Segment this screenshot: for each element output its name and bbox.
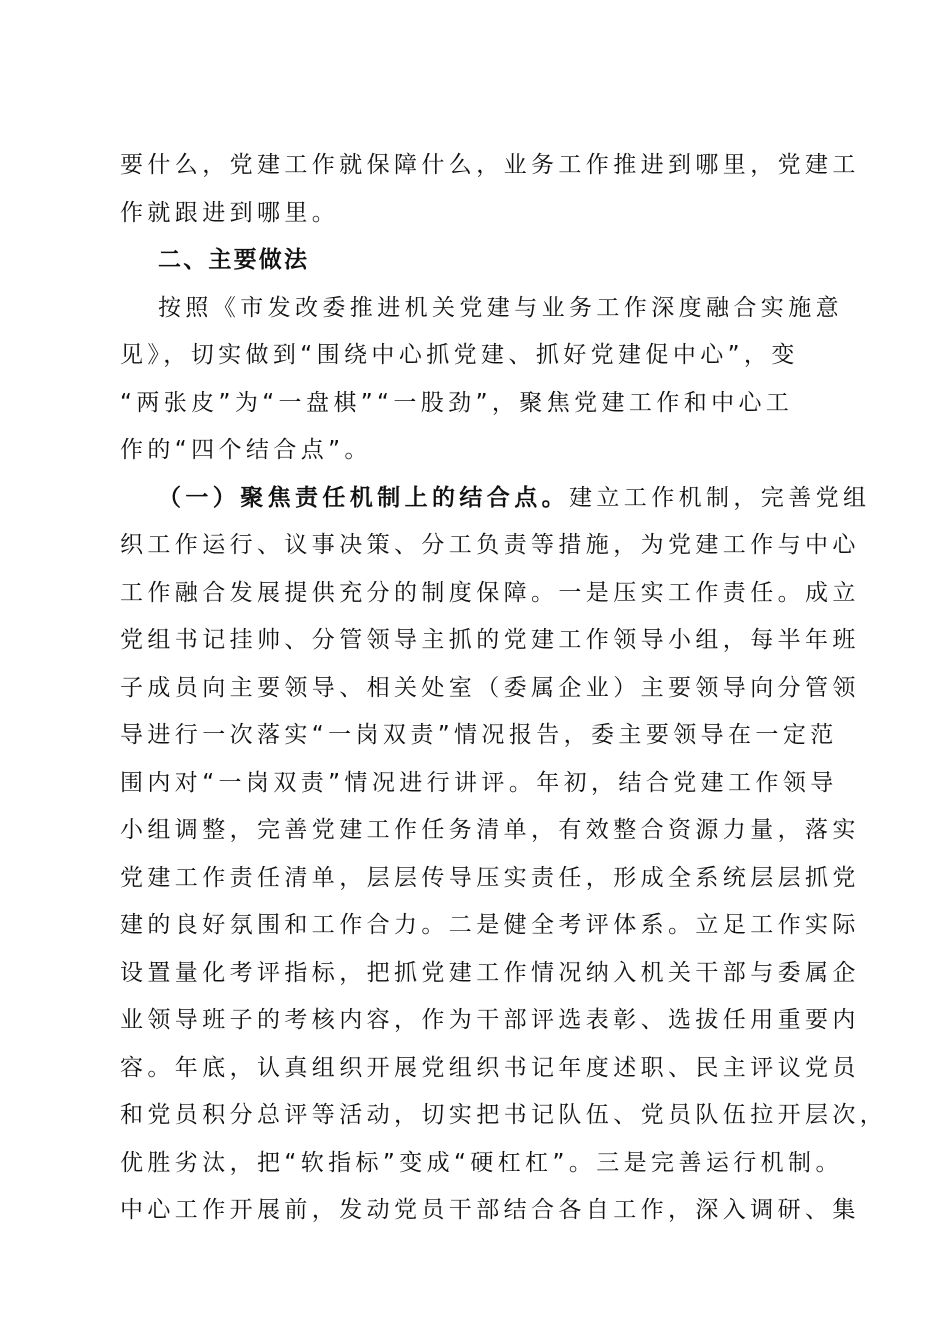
- subsection-title: （一）聚焦责任机制上的结合点。: [158, 484, 569, 511]
- paragraph-first-line: 按照《市发改委推进机关党建与业务工作深度融合实施意: [158, 294, 843, 321]
- body-line: 织工作运行、议事决策、分工负责等措施，为党建工作与中心: [120, 532, 860, 558]
- body-line: 业领导班子的考核内容，作为干部评选表彰、选拔任用重要内: [120, 1007, 860, 1033]
- body-line: 建的良好氛围和工作合力。二是健全考评体系。立足工作实际: [120, 912, 860, 938]
- body-line: 设置量化考评指标，把抓党建工作情况纳入机关干部与委属企: [120, 959, 860, 986]
- body-line: “两张皮”为“一盘棋”“一股劲”，聚焦党建工作和中心工: [120, 389, 794, 416]
- body-line: 围内对“一岗双责”情况进行讲评。年初，结合党建工作领导: [120, 769, 838, 796]
- body-line: 要什么，党建工作就保障什么，业务工作推进到哪里，党建工: [120, 152, 860, 178]
- body-line: 导进行一次落实“一岗双责”情况报告，委主要领导在一定范: [120, 722, 838, 748]
- body-line: 中心工作开展前，发动党员干部结合各自工作，深入调研、集: [120, 1197, 860, 1223]
- document-body: [120, 142, 888, 1235]
- body-line: 党建工作责任清单，层层传导压实责任，形成全系统层层抓党: [120, 864, 860, 891]
- body-line: 小组调整，完善党建工作任务清单，有效整合资源力量，落实: [120, 817, 860, 843]
- body-line: 工作融合发展提供充分的制度保障。一是压实工作责任。成立: [120, 579, 860, 606]
- subsection-lead-text: 建立工作机制，完善党组: [569, 484, 871, 511]
- section-heading: 二、主要做法: [158, 247, 310, 273]
- body-line: 作就跟进到哪里。: [120, 199, 340, 226]
- body-line: 和党员积分总评等活动，切实把书记队伍、党员队伍拉开层次，: [120, 1102, 888, 1128]
- body-line: 党组书记挂帅、分管领导主抓的党建工作领导小组，每半年班: [120, 627, 860, 653]
- body-line: 容。年底，认真组织开展党组织书记年度述职、民主评议党员: [120, 1054, 860, 1081]
- body-line: 见》，切实做到“围绕中心抓党建、抓好党建促中心”，变: [120, 342, 799, 368]
- subsection-lead-line: [120, 475, 871, 523]
- body-line: 优胜劣汰，把“软指标”变成“硬杠杠”。三是完善运行机制。: [120, 1149, 843, 1176]
- body-line: 作的“四个结合点”。: [120, 437, 372, 463]
- body-line: 子成员向主要领导、相关处室（委属企业）主要领导向分管领: [120, 674, 860, 701]
